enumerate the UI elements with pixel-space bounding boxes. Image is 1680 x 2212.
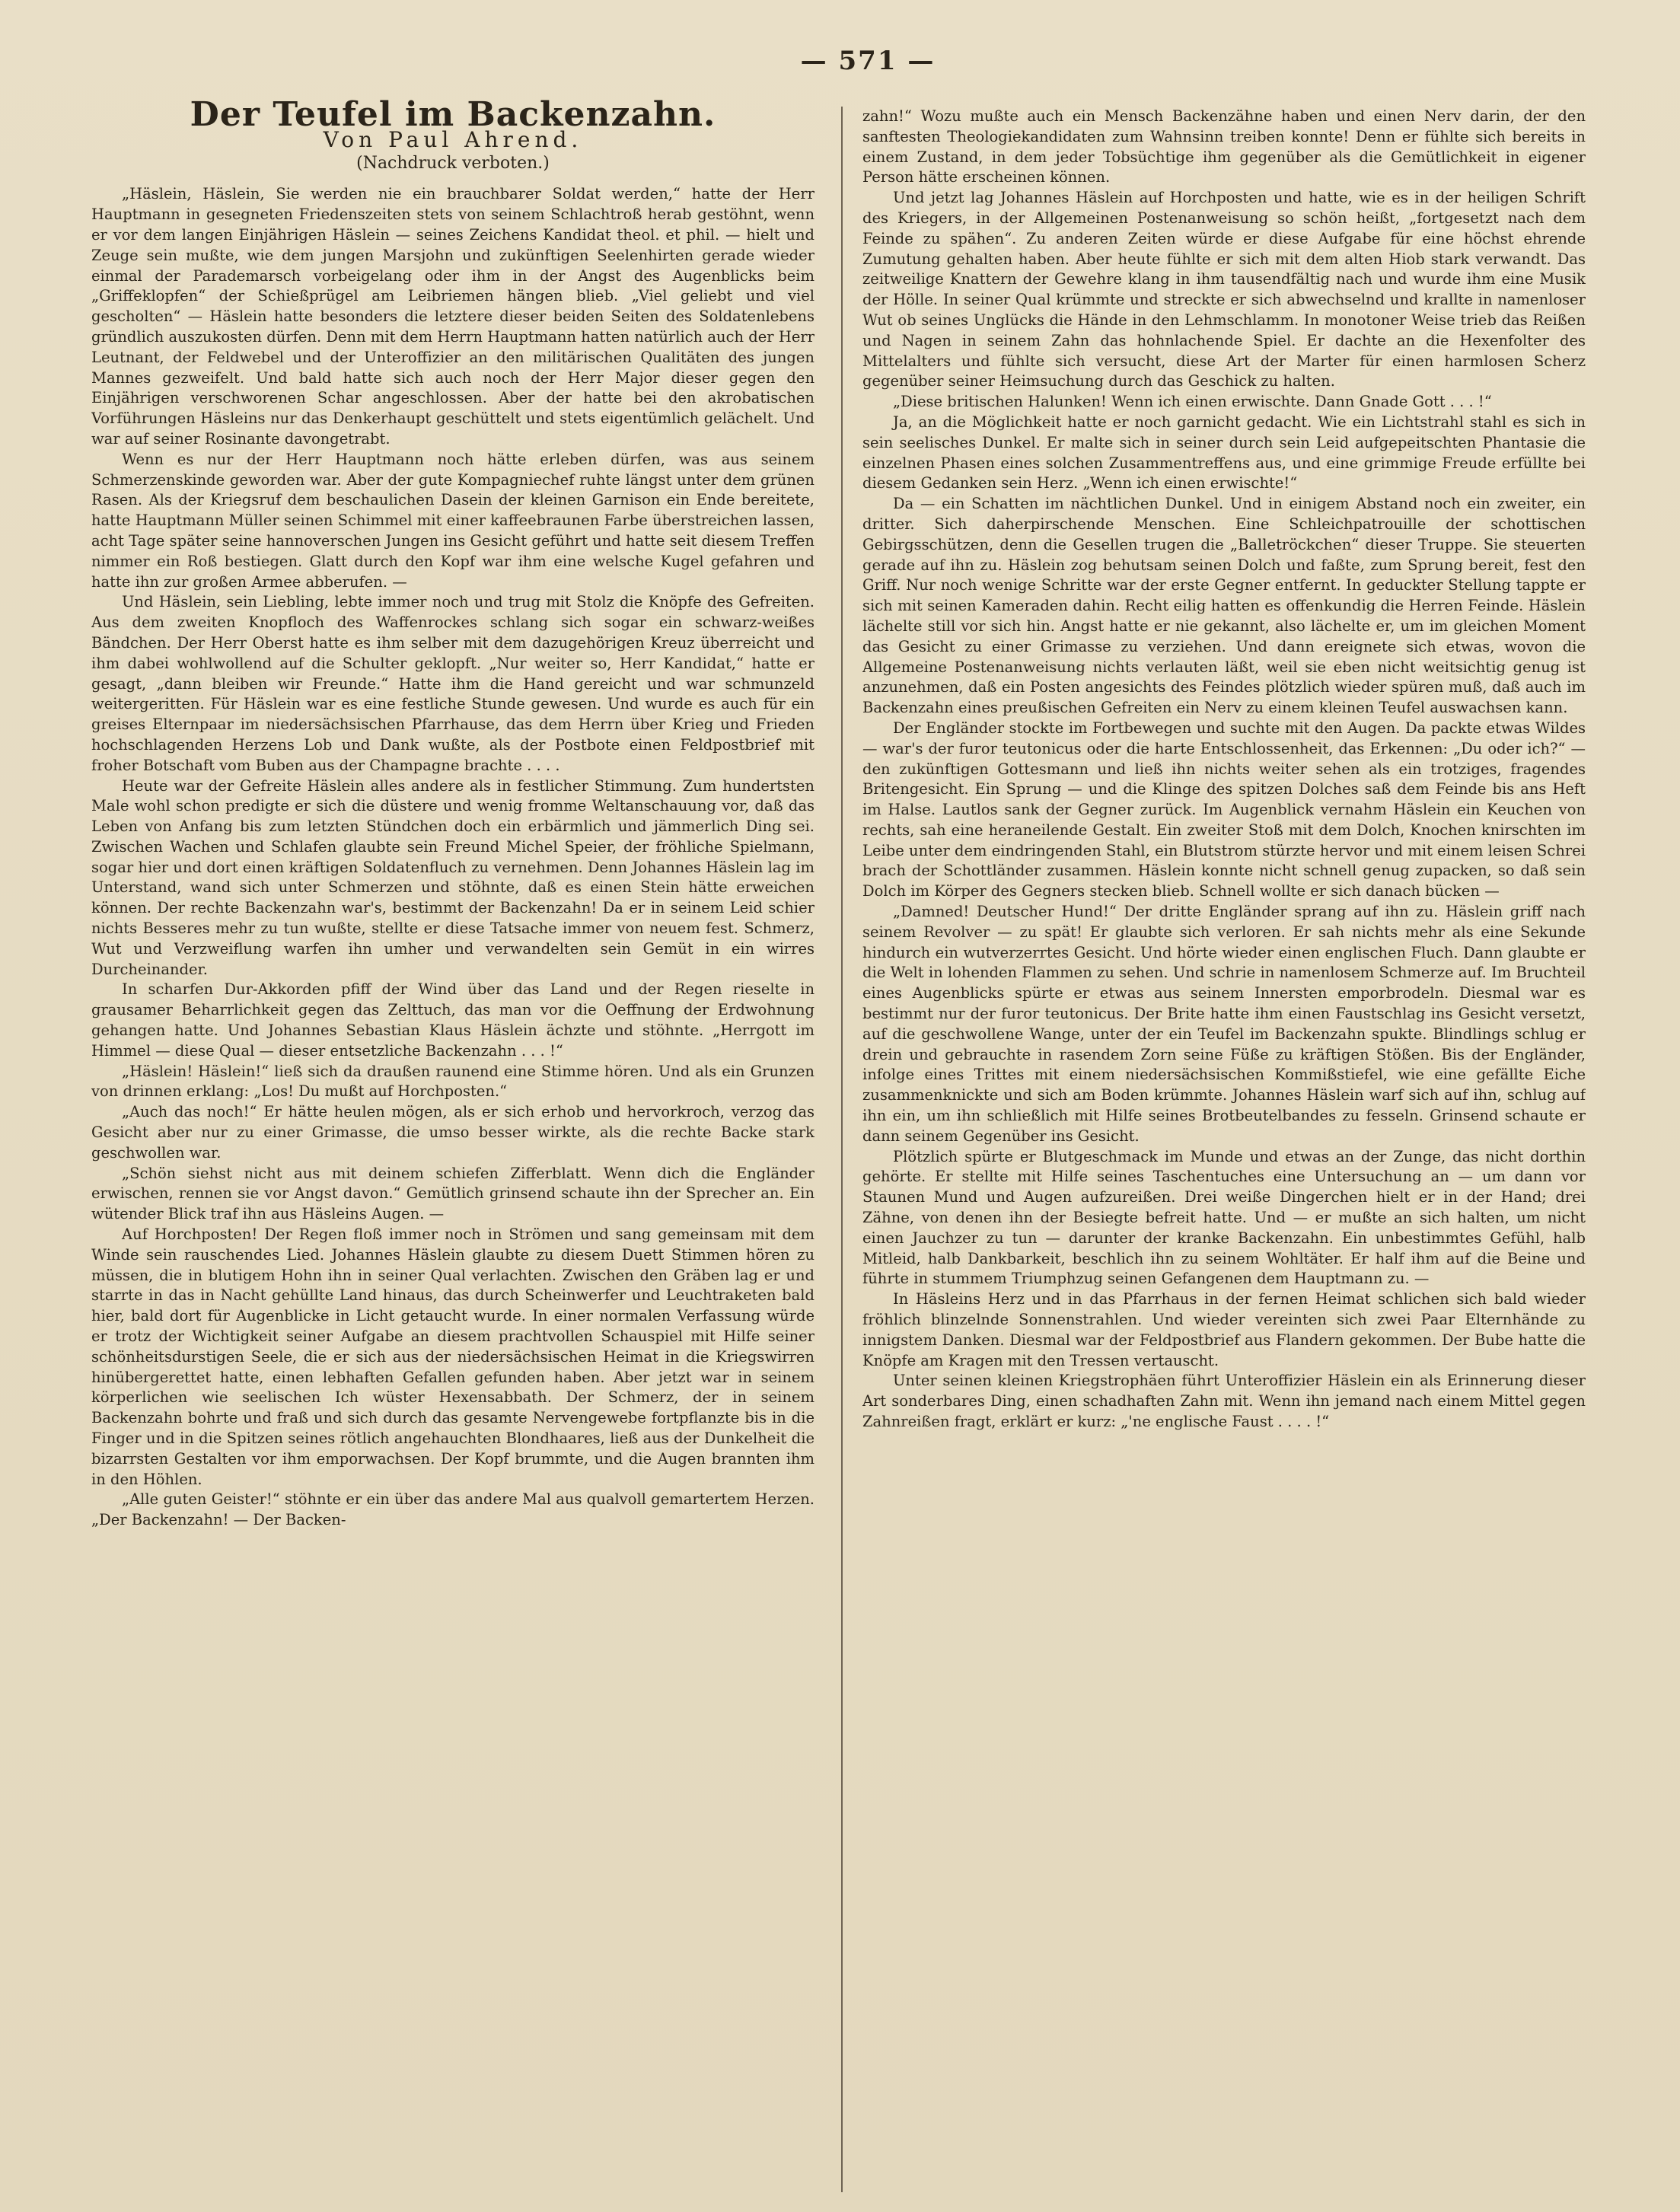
- right-column: [862, 107, 1586, 2207]
- paragraph: Und Häslein, sein Liebling, lebte immer noch und trug mit Stolz die Knöpfe des Gefreiten. Aus dem zweiten Knopfloch des Waffenrockes schlang sich sogar ein schwarz-weißes Bändchen. Der Herr Oberst hatte es ihm selber mit dem dazugehörigen Kreuz überreicht und ihm dabei wohlwollend auf die Schulter geklopft. „Nur weiter so, Herr Kandidat,“ hatte er gesagt, „dann bleiben wir Freunde.“ Hatte ihm die Hand gereicht und war schmunzeld weitergeritten. Für Häslein war es eine festliche Stunde gewesen. Und wurde es auch für ein greises Elternpaar im niedersächsischen Pfarrhause, das dem Herrn über Krieg und Frieden hochschlagenden Herzens Lob und Dank wußte, als der Postbote einen Feldpostbrief mit froher Botschaft vom Buben aus der Champagne brachte . . . .: [91, 593, 814, 774]
- paragraph: „Schön siehst nicht aus mit deinem schiefen Zifferblatt. Wenn dich die Engländer erwischen, rennen sie vor Angst davon.“ Gemütlich grinsend schaute ihn der Sprecher an. Ein wütender Blick traf ihn aus Häsleins Augen. —: [91, 1164, 814, 1223]
- article-title: Der Teufel im Backenzahn.: [190, 95, 716, 134]
- article-byline: Von Paul Ahrend.: [323, 126, 583, 152]
- page-number: — 571 —: [800, 46, 936, 76]
- paragraph: Auf Horchposten! Der Regen floß immer noch in Strömen und sang gemeinsam mit dem Winde sein rauschendes Lied. Johannes Häslein glaubte zu diesem Duett Stimmen hören zu müssen, die in blutigem Hohn ihn in seiner Qual verlachten. Zwischen den Gräben lag er und starrte in das in Nacht gehüllte Land hinaus, das durch Scheinwerfer und Leuchtraketen bald hier, bald dort für Augenblicke in Licht getaucht wurde. In einer normalen Verfassung würde er trotz der Wichtigkeit seiner Aufgabe an diesem prachtvollen Schauspiel mit Hilfe seiner schönheitsdurstigen Seele, die er sich aus der niedersächsischen Heimat in die Kriegswirren hinübergerettet hatte, einen lebhaften Gefallen gefunden haben. Aber jetzt war in seinem körperlichen wie seelischen Ich wüster Hexensabbath. Der Schmerz, der in seinem Backenzahn bohrte und fraß und sich durch das gesamte Nervengewebe fortpflanzte bis in die Finger und in die Spitzen seines rötlich angehauchten Blondhaares, ließ aus der Dunkelheit die bizarrsten Gestalten vor ihm emporwachsen. Der Kopf brummte, und die Augen brannten ihm in den Höhlen.: [91, 1226, 814, 1488]
- paragraph: Da — ein Schatten im nächtlichen Dunkel. Und in einigem Abstand noch ein zweiter, ein dritter. Sich daherpirschende Menschen. Eine Schleichpatrouille der schottischen Gebirgsschützen, denn die Gesellen trugen die „Balletröckchen“ dieser Truppe. Sie steuerten gerade auf ihn zu. Häslein zog behutsam seinen Dolch und faßte, zum Sprung bereit, fest den Griff. Nur noch wenige Schritte war der erste Gegner entfernt. In geduckter Stellung tappte er sich mit seinen Kameraden dahin. Recht eilig hatten es offenkundig die Herren Feinde. Häslein lächelte still vor sich hin. Angst hatte er nie gekannt, also lächelte er, um im gleichen Moment das Gesicht zu einer Grimasse zu verziehen. Und dann ereignete sich etwas, wovon die Allgemeine Postenanweisung nichts verlauten läßt, weil sie eben nicht weitsichtig genug ist anzunehmen, daß ein Posten angesichts des Feindes plötzlich wieder spüren muß, daß auch im Backenzahn eines preußischen Gefreiten ein Nerv zu einem kleinen Teufel auswachsen kann.: [862, 495, 1586, 717]
- paragraph: Wenn es nur der Herr Hauptmann noch hätte erleben dürfen, was aus seinem Schmerzenskinde geworden war. Aber der gute Kompagniechef ruhte längst unter dem grünen Rasen. Als der Kriegsruf dem beschaulichen Dasein der kleinen Garnison ein Ende bereitete, hatte Hauptmann Müller seinen Schimmel mit einer kaffeebraunen Farbe überstreichen lassen, acht Tage später seine hannoverschen Jungen ins Gesicht geführt und hatte seit diesem Treffen nimmer ein Roß bestiegen. Glatt durch den Kopf war ihm eine welsche Kugel gefahren und hatte ihn zur großen Armee abberufen. —: [91, 450, 814, 591]
- paragraph: Ja, an die Möglichkeit hatte er noch garnicht gedacht. Wie ein Lichtstrahl stahl es sich in sein seelisches Dunkel. Er malte sich in seiner durch sein Leid aufgepeitschten Phantasie die einzelnen Phasen eines solchen Zusammentreffens aus, und eine grimmige Freude erfüllte bei diesem Gedanken sein Herz. „Wenn ich einen erwischte!“: [862, 413, 1586, 492]
- paragraph: In scharfen Dur-Akkorden pfiff der Wind über das Land und der Regen rieselte in grausamer Beharrlichkeit gegen das Zelttuch, das man vor die Oeffnung der Erdwohnung gehangen hatte. Und Johannes Sebastian Klaus Häslein ächzte und stöhnte. „Herrgott im Himmel — diese Qual — dieser entsetzliche Backenzahn . . . !“: [91, 980, 814, 1060]
- left-column: [91, 91, 814, 2192]
- column-divider: [841, 107, 843, 2192]
- paragraph: „Diese britischen Halunken! Wenn ich einen erwischte. Dann Gnade Gott . . . !“: [893, 393, 1492, 411]
- paragraph: Heute war der Gefreite Häslein alles andere als in festlicher Stimmung. Zum hundertsten Male wohl schon predigte er sich die düstere und wenig fromme Weltanschauung vor, daß das Leben von Anfang bis zum letzten Stündchen doch ein erbärmlich und jämmerlich Ding sei. Zwischen Wachen und Schlafen glaubte sein Freund Michel Speier, der fröhliche Spielmann, sogar hier und dort einen kräftigen Soldatenfluch zu vernehmen. Denn Johannes Häslein lag im Unterstand, wand sich unter Schmerzen und stöhnte, daß es einen Stein hätte erweichen können. Der rechte Backenzahn war's, bestimmt der Backenzahn! Da er in seinem Leid schier nichts Besseres mehr zu tun wußte, stellte er diese Tatsache immer von neuem fest. Schmerz, Wut und Verzweiflung warfen ihn umher und verwandelten sein Gemüt in ein wirres Durcheinander.: [91, 776, 814, 978]
- paragraph: „Häslein! Häslein!“ ließ sich da draußen raunend eine Stimme hören. Und als ein Grunzen von drinnen erklang: „Los! Du mußt auf Horchposten.“: [91, 1062, 814, 1101]
- paragraph: „Auch das noch!“ Er hätte heulen mögen, als er sich erhob und hervorkroch, verzog das Gesicht aber nur zu einer Grimasse, die umso besser wirkte, als die rechte Backe stark geschwollen war.: [91, 1103, 814, 1162]
- paragraph: „Damned! Deutscher Hund!“ Der dritte Engländer sprang auf ihn zu. Häslein griff nach seinem Revolver — zu spät! Er glaubte sich verloren. Er sah nichts mehr als eine Sekunde hindurch ein wutverzerrtes Gesicht. Und hörte wieder einen englischen Fluch. Dann glaubte er die Welt in lohenden Flammen zu sehen. Und schrie in namenlosem Schmerze auf. Im Bruchteil eines Augenblicks spürte er etwas aus seinem Innersten emporbrodeln. Diesmal war es bestimmt nur der furor teutonicus. Der Brite hatte ihm einen Faustschlag ins Gesicht versetzt, auf die geschwollene Wange, unter der ein Teufel im Backenzahn spukte. Blindlings schlug er drein und gebrauchte in rasendem Zorn seine Füße zu kräftigen Stößen. Bis der Engländer, infolge eines Trittes mit einem niedersächsischen Kommißstiefel, wie eine gefällte Eiche zusammenknickte und sich am Boden krümmte. Johannes Häslein warf sich auf ihn, schlug auf ihn ein, um ihn schließlich mit Hilfe seines Brotbeutelbandes zu fesseln. Grinsend schaute er dann seinem Gegenüber ins Gesicht.: [862, 903, 1586, 1145]
- paragraph: „Häslein, Häslein, Sie werden nie ein brauchbarer Soldat werden,“ hatte der Herr Hauptmann in gesegneten Friedenszeiten stets von seinem Schlachtroß herab gestöhnt, wenn er vor dem langen Einjährigen Häslein — seines Zeichens Kandidat theol. et phil. — hielt und Zeuge sein mußte, wie dem jungen Marsjohn und zukünftigen Seelenhirten gerade wieder einmal der Parademarsch vorbeigelang oder ihm in der Angst des Augenblicks beim „Griffeklopfen“ der Schießprügel am Leibriemen hängen blieb. „Viel geliebt und viel gescholten“ — Häslein hatte besonders die letztere dieser beiden Seiten des Soldatenlebens gründlich auszukosten dürfen. Denn mit dem Herrn Hauptmann hatten natürlich auch der Herr Leutnant, der Feldwebel und der Unteroffizier an den militärischen Qualitäten des jungen Mannes gezweifelt. Und bald hatte sich auch noch der Herr Major dieser gegen den Einjährigen verschworenen Schar angeschlossen. Aber der hatte bei den akrobatischen Vorführungen Häsleins nur das Denkerhaupt geschüttelt und stets eigentümlich gelächelt. Und war auf seiner Rosinante davongetrabt.: [91, 185, 814, 448]
- paragraph: Und jetzt lag Johannes Häslein auf Horchposten und hatte, wie es in der heiligen Schrift des Kriegers, in der Allgemeinen Postenanweisung so schön heißt, „fortgesetzt nach dem Feinde zu spähen“. Zu anderen Zeiten würde er diese Aufgabe für eine höchst ehrende Zumutung gehalten haben. Aber heute fühlte er sich mit dem alten Hiob stark verwandt. Das zeitweilige Knattern der Gewehre klang in ihm tausendfältig nach und wurde ihm eine Musik der Hölle. In seiner Qual krümmte und streckte er sich abwechselnd und krallte in namenloser Wut ob seines Unglücks die Hände in den Lehmschlamm. In monotoner Weise trieb das Reißen und Nagen in seinem Zahn das hohnlachende Spiel. Er dachte an die Hexenfolter des Mittelalters und fühlte sich versucht, diese Art der Marter für einen harmlosen Scherz gegenüber seiner Heimsuchung durch das Geschick zu halten.: [862, 189, 1586, 390]
- paragraph: „Alle guten Geister!“ stöhnte er ein über das andere Mal aus qualvoll gemartertem Herzen. „Der Backenzahn! — Der Backen-: [91, 1490, 814, 1529]
- paragraph: Unter seinen kleinen Kriegstrophäen führt Unteroffizier Häslein ein als Erinnerung dieser Art sonderbares Ding, einen schadhaften Zahn mit. Wenn ihn jemand nach einem Mittel gegen Zahnreißen fragt, erklärt er kurz: „'ne englische Faust . . . . !“: [862, 1372, 1586, 1430]
- paragraph: Plötzlich spürte er Blutgeschmack im Munde und etwas an der Zunge, das nicht dorthin gehörte. Er stellte mit Hilfe seines Taschentuches eine Untersuchung an — um dann vor Staunen Mund und Augen aufzureißen. Drei weiße Dingerchen hielt er in der Hand; drei Zähne, von denen ihn der Besiegte befreit hatte. Und — er mußte an sich halten, um nicht einen Jauchzer zu tun — darunter der kranke Backenzahn. Ein unbestimmtes Gefühl, halb Mitleid, halb Dankbarkeit, beschlich ihn zu seinem Wohltäter. Er half ihm auf die Beine und führte in stummem Triumphzug seinen Gefangenen dem Hauptmann zu. —: [862, 1147, 1586, 1288]
- reprint-note: (Nachdruck verboten.): [356, 153, 550, 173]
- paragraph: In Häsleins Herz und in das Pfarrhaus in der fernen Heimat schlichen sich bald wieder fröhlich blinzelnde Sonnenstrahlen. Und wieder vereinten sich zwei Paar Elternhände zu innigstem Danken. Diesmal war der Feldpostbrief aus Flandern gekommen. Der Bube hatte die Knöpfe am Kragen mit den Tressen vertauscht.: [862, 1290, 1586, 1369]
- paragraph: Der Engländer stockte im Fortbewegen und suchte mit den Augen. Da packte etwas Wildes — war's der furor teutonicus oder die harte Entschlossenheit, das Erkennen: „Du oder ich?“ — den zukünftigen Gottesmann und ließ ihn nichts weiter sehen als ein trotziges, fragendes Britengesicht. Ein Sprung — und die Klinge des spitzen Dolches saß dem Feinde bis ans Heft im Halse. Lautlos sank der Gegner zurück. Im Augenblick vernahm Häslein ein Keuchen von rechts, sah eine heraneilende Gestalt. Ein zweiter Stoß mit dem Dolch, Knochen knirschten im Leibe unter dem eindringenden Stahl, ein Blutstrom stürzte hervor und mit einem leisen Schrei brach der Schottländer zusammen. Häslein konnte nicht schnell genug zupacken, so daß sein Dolch im Körper des Gegners stecken blieb. Schnell wollte er sich danach bücken —: [862, 719, 1586, 900]
- paragraph: zahn!“ Wozu mußte auch ein Mensch Backenzähne haben und einen Nerv darin, der den sanftesten Theologiekandidaten zum Wahnsinn treiben konnte! Denn er fühlte sich bereits in einem Zustand, in dem jeder Tobsüchtige ihm gegenüber als die Gemütlichkeit in eigener Person hätte erscheinen können.: [862, 107, 1586, 186]
